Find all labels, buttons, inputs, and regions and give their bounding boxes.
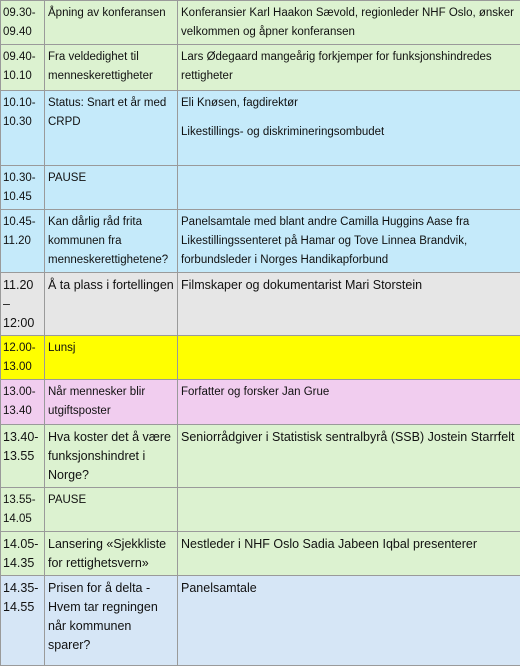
time-text: 13.40- xyxy=(3,430,38,444)
time-text: 14.05 xyxy=(3,513,32,525)
time-text: 10.45- xyxy=(3,216,36,228)
topic-cell: Kan dårlig råd frita kommunen fra menneskerettighetene? xyxy=(45,210,178,273)
program-row xyxy=(1,45,520,91)
speaker-cell xyxy=(178,1,520,45)
speaker-text: Lars Ødegaard mangeårig forkjemper for funksjonshindredes rettigheter xyxy=(181,51,492,82)
speaker-cell xyxy=(178,380,520,425)
topic-cell: Prisen for å delta - Hvem tar regningen når kommunen sparer? xyxy=(45,576,178,666)
time-cell xyxy=(1,45,45,91)
speaker-cell xyxy=(178,91,520,166)
speaker-cell xyxy=(178,166,520,210)
time-cell xyxy=(1,576,45,666)
speaker-text: Nestleder i NHF Oslo Sadia Jabeen Iqbal presenterer xyxy=(181,537,477,551)
time-cell xyxy=(1,91,45,166)
time-text: 11.20 xyxy=(3,278,33,292)
speaker-cell xyxy=(178,336,520,380)
time-cell xyxy=(1,336,45,380)
time-text: 10.45 xyxy=(3,191,32,203)
topic-cell: Hva koster det å være funksjonshindret i Norge? xyxy=(45,425,178,488)
topic-cell: Status: Snart et år med CRPD xyxy=(45,91,178,166)
speaker-text: Panelsamtale xyxy=(181,581,257,595)
topic-cell: Fra veldedighet til menneskerettigheter xyxy=(45,45,178,91)
time-cell xyxy=(1,380,45,425)
topic-cell: Åpning av konferansen xyxy=(45,1,178,45)
time-text: 09.30- xyxy=(3,7,36,19)
speaker-cell xyxy=(178,273,520,336)
time-cell xyxy=(1,273,45,336)
topic-cell: Når mennesker blir utgiftsposter xyxy=(45,380,178,425)
time-text: 14.35- xyxy=(3,581,38,595)
program-row xyxy=(1,488,520,532)
topic-cell: PAUSE xyxy=(45,166,178,210)
speaker-cell xyxy=(178,488,520,532)
time-text: 11.20 xyxy=(3,235,31,247)
topic-cell: Å ta plass i fortellingen xyxy=(45,273,178,336)
program-row xyxy=(1,380,520,425)
topic-cell: Lansering «Sjekkliste for rettighetsvern» xyxy=(45,532,178,576)
time-text: 09.40 xyxy=(3,26,32,38)
time-cell xyxy=(1,210,45,273)
program-rows xyxy=(1,1,520,666)
time-text: 09.40- xyxy=(3,51,36,63)
speaker-text: Eli Knøsen, fagdirektør xyxy=(181,97,298,109)
program-row xyxy=(1,210,520,273)
time-cell xyxy=(1,532,45,576)
time-cell xyxy=(1,1,45,45)
time-cell xyxy=(1,488,45,532)
program-row xyxy=(1,576,520,666)
program-row xyxy=(1,336,520,380)
time-text: 10.10- xyxy=(3,97,36,109)
speaker-cell xyxy=(178,425,520,488)
speaker-cell xyxy=(178,532,520,576)
speaker-note: Likestillings- og diskrimineringsombudet xyxy=(181,123,517,142)
program-row xyxy=(1,532,520,576)
topic-cell: PAUSE xyxy=(45,488,178,532)
time-text: 12:00 xyxy=(3,316,34,330)
program-row xyxy=(1,273,520,336)
time-cell xyxy=(1,166,45,210)
time-text: 13.00- xyxy=(3,386,36,398)
time-text: 10.10 xyxy=(3,70,32,82)
program-row xyxy=(1,1,520,45)
speaker-text: Seniorrådgiver i Statistisk sentralbyrå (SSB) Jostein Starrfelt xyxy=(181,430,514,444)
program-row xyxy=(1,425,520,488)
time-text: 14.35 xyxy=(3,556,34,570)
time-text: 14.55 xyxy=(3,600,34,614)
time-text: 13.55 xyxy=(3,449,34,463)
speaker-text: Filmskaper og dokumentarist Mari Storstein xyxy=(181,278,422,292)
speaker-text: Konferansier Karl Haakon Sævold, regionleder NHF Oslo, ønsker velkommen og åpner konferansen xyxy=(181,7,514,38)
program-row xyxy=(1,166,520,210)
time-cell xyxy=(1,425,45,488)
time-text: – xyxy=(3,297,10,311)
topic-cell: Lunsj xyxy=(45,336,178,380)
speaker-text: Panelsamtale med blant andre Camilla Huggins Aase fra Likestillingssenteret på Hamar og Tove Linnea Brandvik, forbundsleder i Norges Handikapforbund xyxy=(181,216,469,266)
time-text: 10.30- xyxy=(3,172,36,184)
speaker-text: Forfatter og forsker Jan Grue xyxy=(181,386,329,398)
time-text: 10.30 xyxy=(3,116,32,128)
time-text: 12.00- xyxy=(3,342,36,354)
program-row xyxy=(1,91,520,166)
time-text: 13.55- xyxy=(3,494,36,506)
time-text: 14.05- xyxy=(3,537,38,551)
time-text: 13.00 xyxy=(3,361,32,373)
speaker-cell xyxy=(178,210,520,273)
time-text: 13.40 xyxy=(3,405,32,417)
speaker-cell xyxy=(178,45,520,91)
speaker-cell xyxy=(178,576,520,666)
